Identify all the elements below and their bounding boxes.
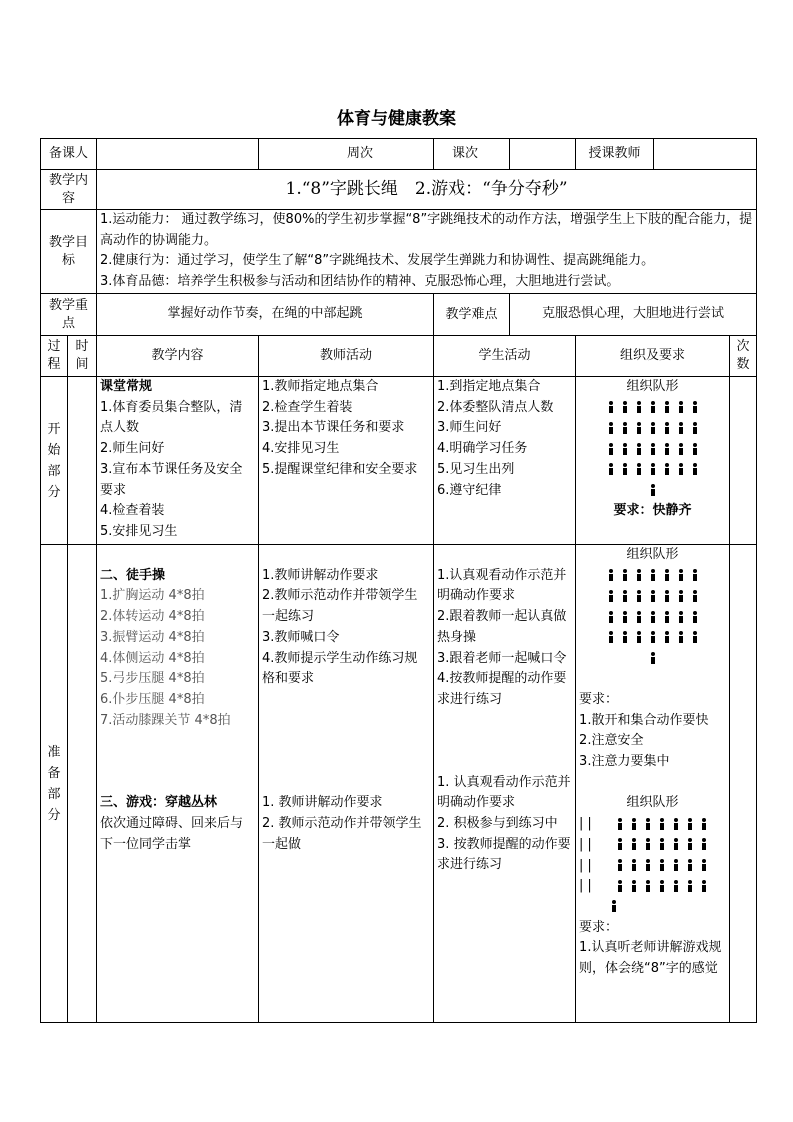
objective-line: 3.体育品德：培养学生积极参与活动和团结协作的精神、克服恐怖心理，大胆地进行尝试。 — [100, 274, 620, 290]
game-org-title: 组织队形 — [626, 795, 679, 811]
objective-line: 1.运动能力： 通过教学练习，使80%的学生初步掌握“8”字跳绳技术的动作方法，增强学生上下肢的配合能力，提高动作的协调能力。 — [100, 212, 753, 248]
start-content-item: 4.检查着装 — [100, 503, 165, 519]
key-point-label: 教学重点 — [41, 294, 97, 336]
exercise-title: 二、徒手操 — [100, 567, 166, 583]
exercise-teacher-item: 2.教师示范动作并带领学生一起练习 — [262, 588, 418, 625]
prep-content — [97, 545, 259, 1023]
game-description: 依次通过障碍、回来后与下一位同学击掌 — [100, 816, 244, 852]
key-point-text: 掌握好动作节奏，在绳的中部起跳 — [97, 294, 434, 336]
formation-row — [579, 566, 726, 587]
formation-leader — [579, 649, 726, 670]
exercise-item: 2.体转运动 4*8拍 — [100, 609, 205, 625]
prep-times — [730, 545, 757, 1023]
exercise-item: 6.仆步压腿 4*8拍 — [100, 691, 205, 707]
start-content-item: 1.体育委员集合整队，清点人数 — [100, 399, 243, 436]
week-label: 周次 — [259, 139, 434, 170]
col-teacher: 教师活动 — [259, 336, 434, 377]
preparer-value — [97, 139, 259, 170]
col-process: 过程 — [41, 336, 68, 377]
exercise-req-item: 2.注意安全 — [579, 733, 644, 749]
formation-row — [579, 439, 726, 460]
exercise-item: 4.体侧运动 4*8拍 — [100, 650, 205, 666]
exercise-req-title: 要求： — [579, 691, 619, 707]
game-req-title: 要求： — [579, 919, 619, 935]
game-student-item: 2. 积极参与到练习中 — [437, 816, 558, 832]
game-student-item: 1. 认真观看动作示范并明确动作要求 — [437, 774, 571, 811]
col-organization: 组织及要求 — [576, 336, 730, 377]
start-content-title: 课堂常规 — [100, 379, 153, 394]
teacher-label: 授课教师 — [576, 139, 654, 170]
exercise-student-item: 4.按教师提醒的动作要求进行练习 — [437, 671, 567, 707]
game-teacher-item: 2. 教师示范动作并带领学生一起做 — [262, 816, 422, 852]
start-org-requirement: 要求：快静齐 — [613, 503, 692, 519]
exercise-student-item: 1.认真观看动作示范并明确动作要求 — [437, 567, 567, 604]
start-content-item: 3.宣布本节课任务及安全要求 — [100, 461, 243, 498]
exercise-student-item: 3.跟着老师一起喊口令 — [437, 650, 567, 666]
start-student-item: 4.明确学习任务 — [437, 441, 528, 457]
exercise-req-item: 1.散开和集合动作要快 — [579, 712, 709, 728]
prep-time — [68, 545, 97, 1023]
lesson-plan-table — [40, 138, 757, 1023]
start-student-item: 6.遵守纪律 — [437, 482, 502, 498]
start-student-item: 1.到指定地点集合 — [437, 379, 541, 394]
col-content: 教学内容 — [97, 336, 259, 377]
start-content — [97, 377, 259, 545]
exercise-item: 3.振臂运动 4*8拍 — [100, 629, 205, 645]
page-title: 体育与健康教案 — [337, 109, 456, 129]
start-student-item: 2.体委整队清点人数 — [437, 399, 554, 415]
formation-leader — [579, 481, 726, 502]
difficulty-label: 教学难点 — [434, 294, 510, 336]
start-teacher-item: 1.教师指定地点集合 — [262, 379, 379, 394]
start-teacher-item: 2.检查学生着装 — [262, 399, 353, 415]
lesson-no-value — [510, 139, 576, 170]
prep-teacher — [259, 545, 434, 1023]
objectives-label: 教学目标 — [41, 210, 97, 294]
start-part-label: 开始部分 — [41, 377, 68, 545]
start-student — [434, 377, 576, 545]
col-time: 时间 — [68, 336, 97, 377]
exercise-req-item: 3.注意力要集中 — [579, 754, 670, 770]
game-formation-row: || — [579, 814, 726, 835]
start-organization — [576, 377, 730, 545]
col-student: 学生活动 — [434, 336, 576, 377]
game-formation-row: || — [579, 856, 726, 877]
start-teacher-item: 4.安排见习生 — [262, 441, 340, 457]
preparer-label: 备课人 — [41, 139, 97, 170]
prep-student — [434, 545, 576, 1023]
start-teacher-item: 5.提醒课堂纪律和安全要求 — [262, 461, 418, 477]
game-student-item: 3. 按教师提醒的动作要求进行练习 — [437, 836, 571, 873]
start-teacher-item: 3.提出本节课任务和要求 — [262, 420, 405, 436]
formation-row — [579, 398, 726, 419]
game-formation-leader — [579, 897, 726, 918]
formation-row — [579, 607, 726, 628]
start-content-item: 5.安排见习生 — [100, 523, 178, 539]
formation-row — [579, 418, 726, 439]
start-teacher — [259, 377, 434, 545]
prep-part-label: 准备部分 — [41, 545, 68, 1023]
start-student-item: 5.见习生出列 — [437, 461, 515, 477]
col-times: 次数 — [730, 336, 757, 377]
lesson-no-label: 课次 — [434, 139, 510, 170]
game-title: 三、游戏：穿越丛林 — [100, 795, 218, 811]
start-time — [68, 377, 97, 545]
exercise-item: 7.活动膝踝关节 4*8拍 — [100, 712, 231, 728]
start-content-item: 2.师生问好 — [100, 441, 165, 457]
game-teacher-item: 1. 教师讲解动作要求 — [262, 795, 383, 811]
start-times — [730, 377, 757, 545]
teacher-value — [654, 139, 757, 170]
difficulty-text: 克服恐惧心理，大胆地进行尝试 — [510, 294, 757, 336]
objective-line: 2.健康行为：通过学习，使学生了解“8”字跳绳技术、发展学生弹跳力和协调性、提高跳绳能力。 — [100, 253, 655, 269]
exercise-teacher-item: 1.教师讲解动作要求 — [262, 567, 379, 583]
exercise-student-item: 2.跟着教师一起认真做热身操 — [437, 609, 567, 645]
start-student-item: 3.师生问好 — [437, 420, 502, 436]
content-label: 教学内容 — [41, 170, 97, 210]
exercise-item: 5.弓步压腿 4*8拍 — [100, 671, 205, 687]
start-org-title: 组织队形 — [626, 379, 679, 394]
game-req-text: 1.认真听老师讲解游戏规则，体会绕“8”字的感觉 — [579, 940, 722, 977]
formation-row — [579, 628, 726, 649]
formation-row — [579, 460, 726, 481]
exercise-teacher-item: 4.教师提示学生动作练习规格和要求 — [262, 650, 418, 687]
game-formation-row: || — [579, 835, 726, 856]
exercise-item: 1.扩胸运动 4*8拍 — [100, 588, 205, 604]
formation-row — [579, 586, 726, 607]
game-formation-row: || — [579, 876, 726, 897]
exercise-teacher-item: 3.教师喊口令 — [262, 629, 340, 645]
objectives-text — [97, 210, 757, 294]
content-text: 1.“8”字跳长绳 2.游戏：“争分夺秒” — [97, 170, 757, 210]
exercise-org-title: 组织队形 — [626, 547, 679, 562]
prep-organization — [576, 545, 730, 1023]
